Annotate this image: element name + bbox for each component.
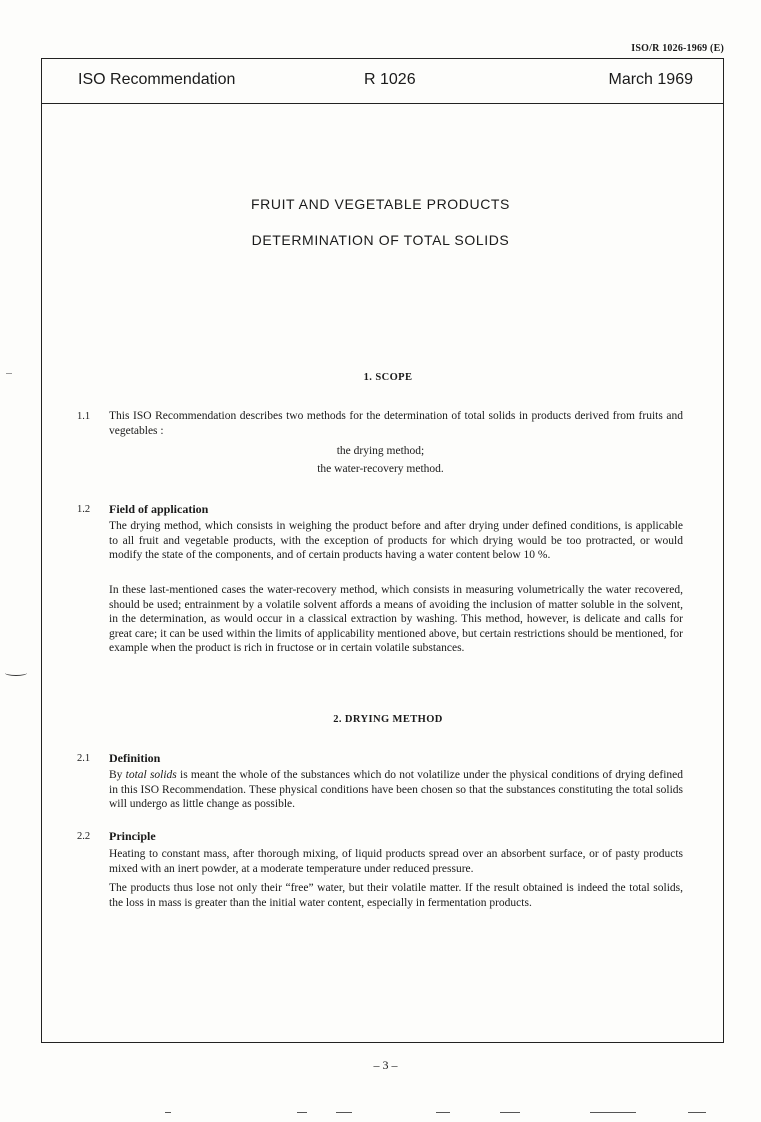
clause-2-2-paragraph-1: Heating to constant mass, after thorough mixing, of liquid products spread over an absorbent surface, or of pasty products mixed with an inert powder, at a moderate temperature under reduced pressure. (109, 848, 683, 875)
scan-mark (5, 670, 27, 676)
header-date: March 1969 (608, 71, 693, 88)
page-number: – 3 – (373, 1058, 398, 1072)
scan-mark (165, 1112, 171, 1113)
defined-term: total solids (125, 769, 177, 781)
method-list-item-2: the water-recovery method. (317, 463, 444, 475)
clause-2-2-paragraph-2: The products thus lose not only their “free” water, but their volatile matter. If the result obtained is indeed the total solids, the loss in mass is greater than the initial water content, especially in fermentation products. (109, 882, 683, 909)
definition-text-rest: is meant the whole of the substances which do not volatilize under the physical conditions of drying defined in this ISO Recommendation. These physical conditions have been chosen so that the substances constituting the total solids will undergo as little change as possible. (109, 769, 683, 810)
section-2-heading: 2. DRYING METHOD (333, 714, 443, 725)
scan-mark (590, 1112, 636, 1113)
clause-2-1-title: Definition (109, 751, 161, 765)
clause-1-1-number: 1.1 (77, 411, 91, 422)
method-list-item-1: the drying method; (336, 445, 425, 457)
clause-2-2-number: 2.2 (77, 831, 91, 842)
section-1-heading: 1. SCOPE (363, 372, 413, 383)
clause-1-1-text: This ISO Recommendation describes two methods for the determination of total solids in products derived from fruits and vegetables : (109, 410, 683, 437)
scan-mark (336, 1112, 352, 1113)
clause-1-2-paragraph-2: In these last-mentioned cases the water-recovery method, which consists in measuring volumetrically the water recovered, should be used; entrainment by a volatile solvent affords a means of avoiding the inclusion of matter soluble in the solvent, in the determination, as would occur in a classical extraction by washing. This method, however, is delicate and calls for great care; it can be used within the limits of applicability mentioned above, but certain restrictions should be mentioned, for example when the product is rich in fructose or in certain volatile substances. (109, 584, 683, 654)
scan-mark (688, 1112, 706, 1113)
scan-mark (436, 1112, 450, 1113)
clause-2-1-text (109, 768, 683, 812)
definition-text-start: By (109, 769, 126, 781)
title-line-1: FRUIT AND VEGETABLE PRODUCTS (251, 196, 510, 212)
clause-1-2-number: 1.2 (77, 504, 91, 515)
scan-mark (500, 1112, 520, 1113)
document-reference: ISO/R 1026-1969 (E) (631, 43, 724, 54)
header-publication-type: ISO Recommendation (78, 71, 236, 88)
scan-mark (6, 373, 12, 374)
clause-2-1-number: 2.1 (77, 753, 91, 764)
clause-1-2-paragraph-1: The drying method, which consists in weighing the product before and after drying under defined conditions, is applicable to all fruit and vegetable products, with the exception of products for which drying would be too protracted, or would modify the state of the components, and of certain products having a water content below 10 %. (109, 520, 683, 561)
scan-mark (297, 1112, 307, 1113)
clause-2-2-title: Principle (109, 829, 156, 843)
header-recommendation-number: R 1026 (364, 71, 416, 88)
title-line-2: DETERMINATION OF TOTAL SOLIDS (251, 232, 510, 248)
header-bar (42, 59, 723, 104)
clause-1-2-title: Field of application (109, 502, 209, 516)
